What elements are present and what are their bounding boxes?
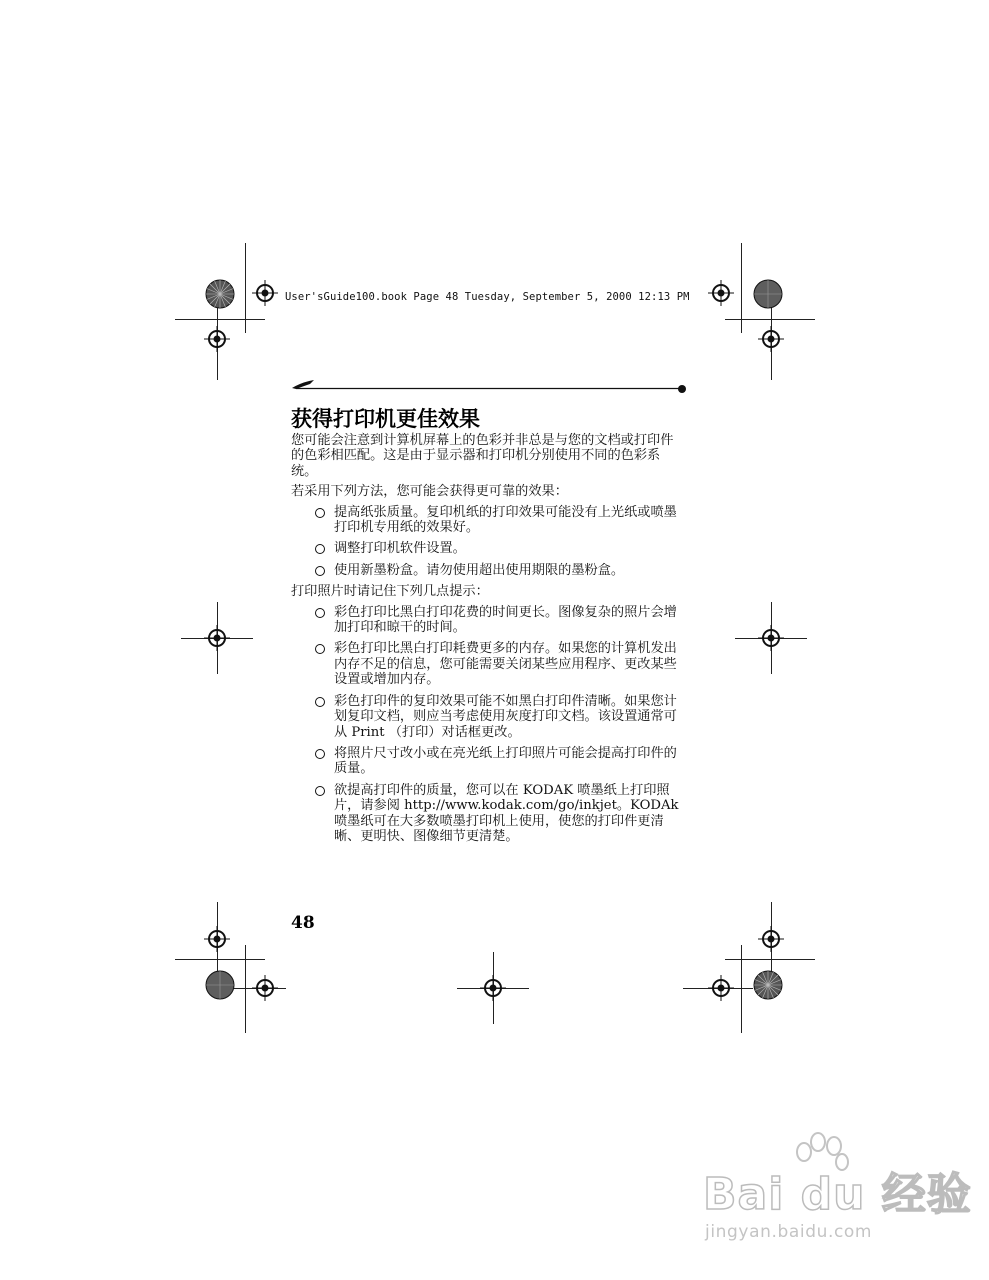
bullet-dot-icon: [678, 385, 686, 393]
tips-intro: 打印照片时请记住下列几点提示：: [291, 584, 489, 600]
registration-mark-icon: [708, 975, 734, 1001]
section-title: 获得打印机更佳效果: [291, 407, 480, 431]
bullet-circle-icon: [315, 544, 325, 554]
bullet-circle-icon: [315, 786, 325, 796]
registration-mark-icon: [204, 926, 230, 952]
registration-mark-icon: [204, 625, 230, 651]
color-target-icon: [205, 970, 235, 1000]
registration-mark-icon: [252, 280, 278, 306]
bullet-circle-icon: [315, 566, 325, 576]
color-target-icon: [205, 279, 235, 309]
bullet-circle-icon: [315, 608, 325, 618]
page-number: 48: [291, 913, 315, 933]
bullet-circle-icon: [315, 644, 325, 654]
list-item: 彩色打印比黑白打印耗费更多的内存。如果您的计算机发出内存不足的信息，您可能需要关闭某些应用程序、更改某些设置或增加内存。: [291, 641, 686, 687]
registration-mark-icon: [708, 280, 734, 306]
list-item: 彩色打印件的复印效果可能不如黑白打印件清晰。如果您计划复印文档，则应当考虑使用灰度打印文档。该设置通常可从 Print （打印）对话框更改。: [291, 694, 686, 740]
bullet-circle-icon: [315, 697, 325, 707]
list-item: 将照片尺寸改小或在亮光纸上打印照片可能会提高打印件的质量。: [291, 746, 686, 777]
registration-mark-icon: [252, 975, 278, 1001]
section-rule: [290, 378, 688, 398]
bullet-circle-icon: [315, 508, 325, 518]
list-item: 调整打印机软件设置。: [291, 541, 686, 556]
registration-mark-icon: [758, 326, 784, 352]
watermark-url: jingyan.baidu.com: [705, 1222, 873, 1242]
registration-mark-icon: [758, 926, 784, 952]
methods-intro: 若采用下列方法，您可能会获得更可靠的效果：: [291, 484, 568, 500]
registration-mark-icon: [758, 625, 784, 651]
list-item: 彩色打印比黑白打印花费的时间更长。图像复杂的照片会增加打印和晾干的时间。: [291, 605, 686, 636]
list-item: 欲提高打印件的质量，您可以在 KODAK 喷墨纸上打印照片，请参阅 http://www.kodak.com/go/inkjet。KODAk 喷墨纸可在大多数喷墨打印机上使用，使您的打印件更清晰、更明快、图像细节更清楚。: [291, 783, 686, 845]
registration-mark-icon: [480, 975, 506, 1001]
list-item: 使用新墨粉盒。请勿使用超出使用期限的墨粉盒。: [291, 563, 686, 578]
bullet-circle-icon: [315, 749, 325, 759]
page-content: [291, 433, 686, 850]
registration-mark-icon: [204, 326, 230, 352]
print-header: User'sGuide100.book Page 48 Tuesday, September 5, 2000 12:13 PM: [285, 291, 690, 303]
tips-list: [291, 605, 686, 845]
intro-paragraph: 您可能会注意到计算机屏幕上的色彩并非总是与您的文档或打印件的色彩相匹配。这是由于显示器和打印机分别使用不同的色彩系统。: [291, 433, 674, 479]
methods-list: [291, 505, 686, 579]
watermark-brand: Bai du 经验: [703, 1169, 972, 1220]
color-target-icon: [753, 970, 783, 1000]
color-target-icon: [753, 279, 783, 309]
list-item: 提高纸张质量。复印机纸的打印效果可能没有上光纸或喷墨打印机专用纸的效果好。: [291, 505, 686, 536]
